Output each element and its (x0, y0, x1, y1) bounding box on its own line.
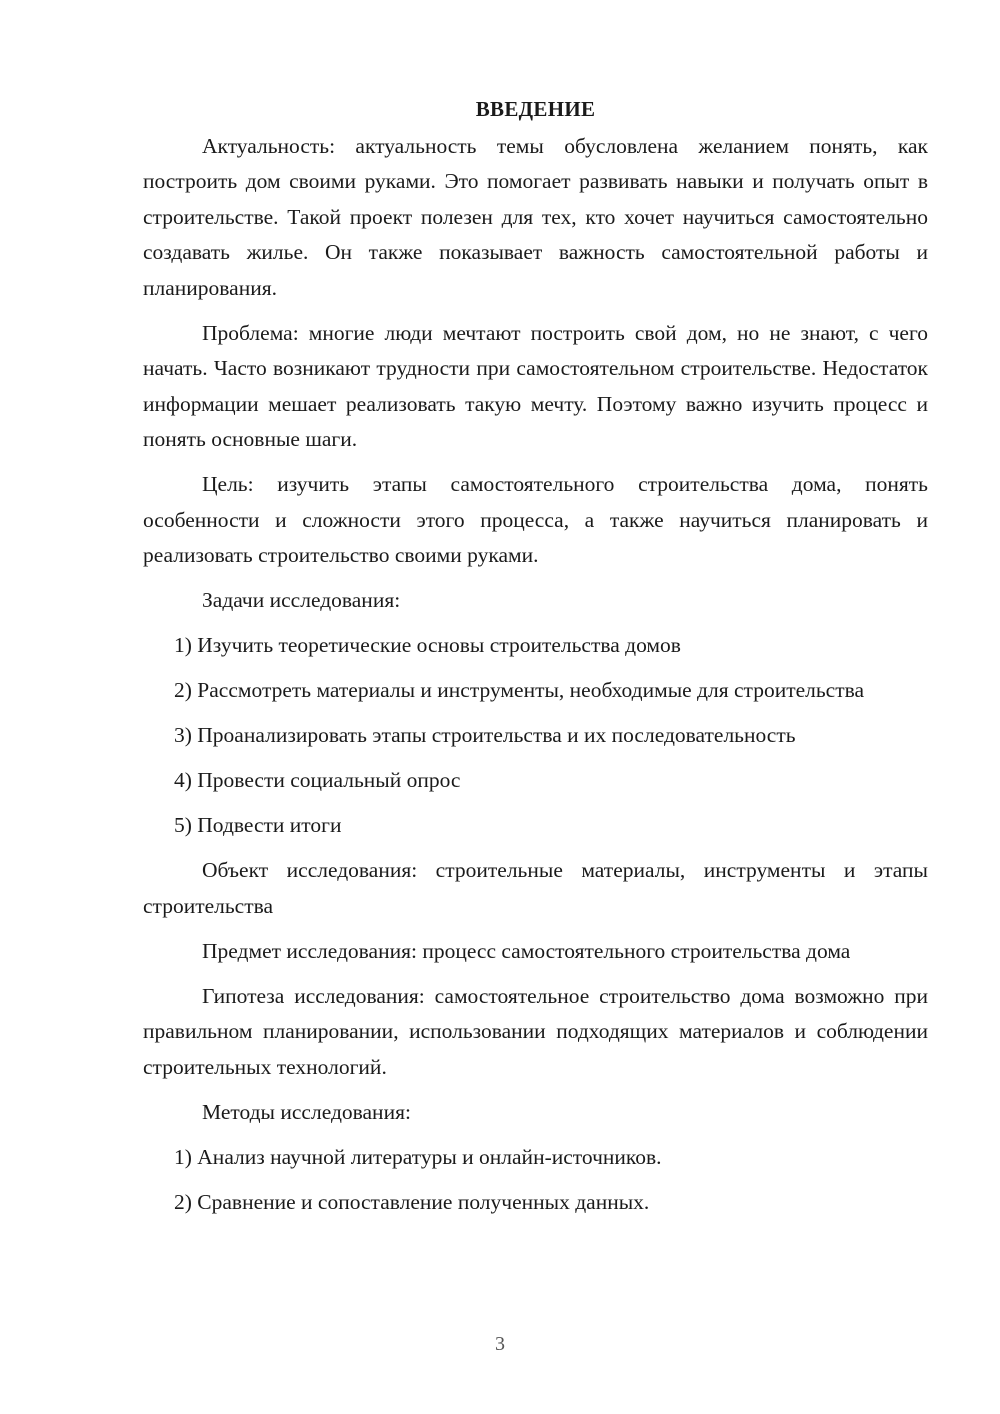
page-number: 3 (495, 1333, 505, 1355)
goal-paragraph: Цель: изучить этапы самостоятельного строительства дома, понять особенности и сложности этого процесса, а также научиться планировать и реализовать строительство своими руками. (143, 472, 928, 567)
method-item: 2) Сравнение и сопоставление полученных данных. (174, 1189, 650, 1214)
subject-paragraph: Предмет исследования: процесс самостоятельного строительства дома (202, 938, 851, 963)
section-title: ВВЕДЕНИЕ (475, 97, 596, 121)
document-page (143, 92, 928, 1230)
method-item: 1) Анализ научной литературы и онлайн-источников. (174, 1144, 662, 1169)
task-item: 5) Подвести итоги (174, 813, 342, 837)
object-paragraph: Объект исследования: строительные материалы, инструменты и этапы строительства (143, 858, 928, 918)
task-item: 1) Изучить теоретические основы строительства домов (174, 633, 681, 657)
task-item: 3) Проанализировать этапы строительства и их последовательность (174, 723, 796, 747)
methods-heading: Методы исследования: (202, 1099, 411, 1124)
task-item: 2) Рассмотреть материалы и инструменты, необходимые для строительства (174, 678, 865, 702)
tasks-heading: Задачи исследования: (202, 588, 401, 612)
problem-paragraph: Проблема: многие люди мечтают построить свой дом, но не знают, с чего начать. Часто возникают трудности при самостоятельном строительстве. Недостаток информации мешает реализовать такую мечту. Поэтому важно изучить процесс и понять основные шаги. (143, 320, 928, 451)
hypothesis-paragraph: Гипотеза исследования: самостоятельное строительство дома возможно при правильном планировании, использовании подходящих материалов и соблюдении строительных технологий. (143, 983, 928, 1079)
task-item: 4) Провести социальный опрос (174, 768, 461, 792)
relevance-paragraph: Актуальность: актуальность темы обусловлена желанием понять, как построить дом своими руками. Это помогает развивать навыки и получать опыт в строительстве. Такой проект полезен для тех, кто хочет научиться самостоятельно создавать жилье. Он также показывает важность самостоятельной работы и планирования. (143, 133, 928, 300)
